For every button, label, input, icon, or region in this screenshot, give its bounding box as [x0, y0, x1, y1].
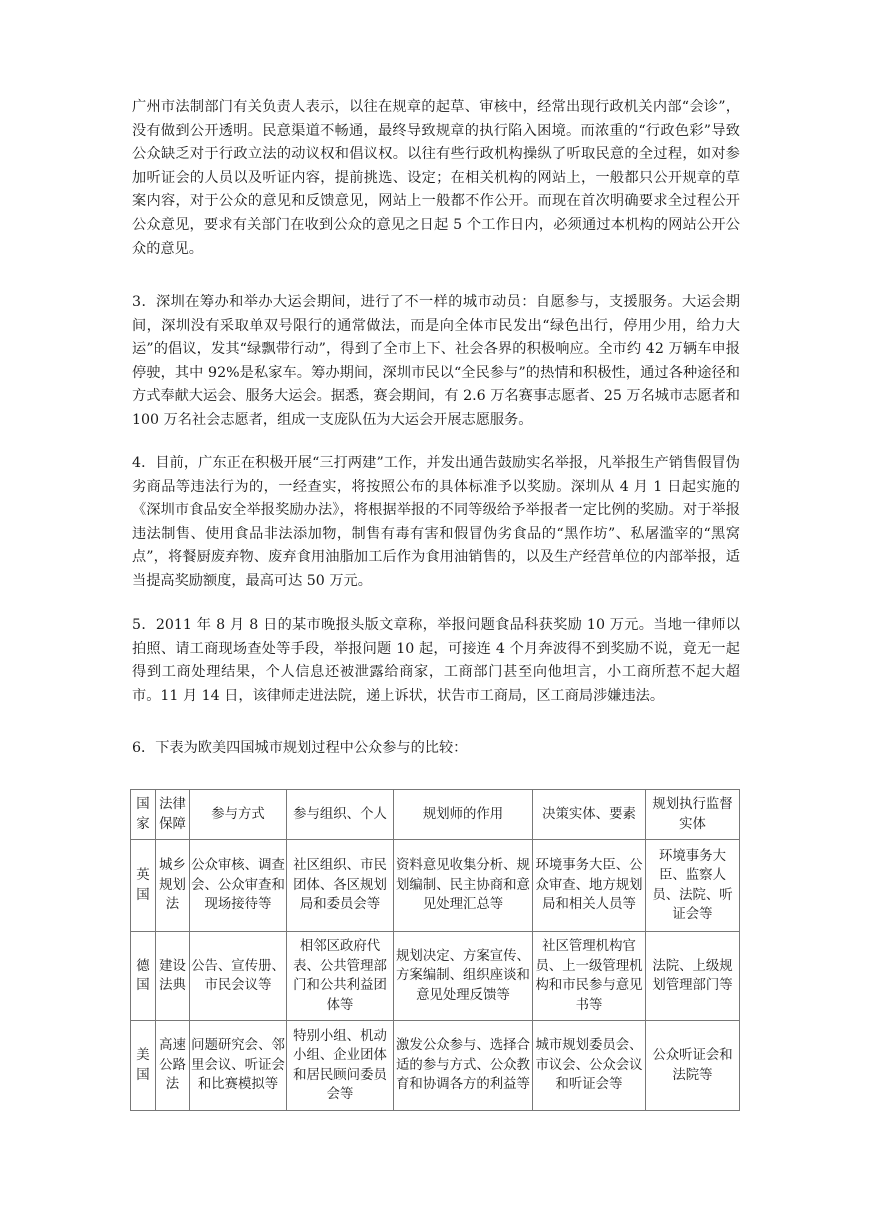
table-cell: 公告、宣传册、市民会议等 — [190, 932, 287, 1021]
table-cell: 相邻区政府代表、公共管理部门和公共利益团体等 — [287, 932, 394, 1021]
table-cell: 法院、上级规划管理部门等 — [646, 932, 740, 1021]
table-cell: 问题研究会、邻里会议、听证会和比赛模拟等 — [190, 1021, 287, 1111]
table-cell: 资料意见收集分析、规划编制、民主协商和意见处理汇总等 — [394, 840, 533, 932]
header-cell: 国家 — [131, 790, 156, 840]
table-cell: 社区管理机构官员、上一级管理机构和市民参与意见书等 — [533, 932, 646, 1021]
table-header-row — [131, 790, 740, 840]
table-cell: 高速公路法 — [156, 1021, 190, 1111]
paragraph-guangzhou-legislation: 广州市法制部门有关负责人表示，以往在规章的起草、审核中，经常出现行政机关内部“会诊”，没有做到公开透明。民意渠道不畅通，最终导致规章的执行陷入困境。而浓重的“行政色彩”导致公众缺乏对于行政立法的动议权和倡议权。以往有些行政机构操纵了听取民意的全过程，如对参加听证会的人员以及听证内容，提前挑选、设定；在相关机构的网站上，一般都只公开规章的草案内容，对于公众的意见和反馈意见，网站上一般都不作公开。而现在首次明确要求全过程公开公众意见，要求有关部门在收到公众的意见之日起 5 个工作日内，必须通过本机构的网站公开公众的意见。 — [132, 99, 740, 257]
table-cell: 社区组织、市民团体、各区规划局和委员会等 — [287, 840, 394, 932]
header-cell: 法律保障 — [156, 790, 190, 840]
table-cell: 公众审核、调查会、公众审查和现场接待等 — [190, 840, 287, 932]
table-row — [131, 840, 740, 932]
table-cell: 公众听证会和法院等 — [646, 1021, 740, 1111]
header-cell: 规划师的作用 — [394, 790, 533, 840]
paragraph-guangdong-reporting: 4．目前，广东正在积极开展“三打两建”工作，并发出通告鼓励实名举报，凡举报生产销售假冒伪劣商品等违法行为的，一经查实，将按照公布的具体标准予以奖励。深圳从 4 月 1 日起实施的《深圳市食品安全举报奖励办法》，将根据举报的不同等级给予举报者一定比例的奖励。对于举报违法制售、使用食品非法添加物，制售有毒有害和假冒伪劣食品的“黑作坊”、私屠滥宰的“黑窝点”，将餐厨废弃物、废弃食用油脂加工后作为食用油销售的，以及生产经营单位的内部举报，适当提高奖励额度，最高可达 50 万元。 — [132, 455, 740, 589]
table-cell: 激发公众参与、选择合适的参与方式、公众教育和协调各方的利益等 — [394, 1021, 533, 1111]
table-cell: 城市规划委员会、市议会、公众会议和听证会等 — [533, 1021, 646, 1111]
table-row — [131, 1021, 740, 1111]
table-cell: 英国 — [131, 840, 156, 932]
table-cell: 建设法典 — [156, 932, 190, 1021]
comparison-table — [130, 789, 740, 1111]
paragraph-lawyer-case: 5．2011 年 8 月 8 日的某市晚报头版文章称，举报问题食品科获奖励 10 万元。当地一律师以拍照、请工商现场查处等手段，举报问题 10 起，可接连 4 个月奔波得不到奖励不说，竟无一起得到工商处理结果，个人信息还被泄露给商家，工商部门甚至向他坦言，小工商所惹不起大超市。11 月 14 日，该律师走进法院，递上诉状，状告市工商局，区工商局涉嫌违法。 — [132, 617, 740, 704]
header-cell: 规划执行监督实体 — [646, 790, 740, 840]
paragraph-table-intro: 6．下表为欧美四国城市规划过程中公众参与的比较： — [132, 740, 468, 756]
table-cell: 城乡规划法 — [156, 840, 190, 932]
header-cell: 参与组织、个人 — [287, 790, 394, 840]
header-cell: 参与方式 — [190, 790, 287, 840]
table-cell: 环境事务大臣、公众审查、地方规划局和相关人员等 — [533, 840, 646, 932]
paragraph-shenzhen-universiade: 3．深圳在筹办和举办大运会期间，进行了不一样的城市动员：自愿参与，支援服务。大运会期间，深圳没有采取单双号限行的通常做法，而是向全体市民发出“绿色出行，停用少用，给力大运”的倡议，发其“绿飘带行动”，得到了全市上下、社会各界的积极响应。全市约 42 万辆车申报停驶，其中 92%是私家车。筹办期间，深圳市民以“全民参与”的热情和积极性，通过各种途径和方式奉献大运会、服务大运会。据悉，赛会期间，有 2.6 万名赛事志愿者、25 万名城市志愿者和 100 万名社会志愿者，组成一支庞队伍为大运会开展志愿服务。 — [132, 294, 740, 428]
table-row — [131, 932, 740, 1021]
table-cell: 规划决定、方案宣传、方案编制、组织座谈和意见处理反馈等 — [394, 932, 533, 1021]
table-cell: 特别小组、机动小组、企业团体和居民顾问委员会等 — [287, 1021, 394, 1111]
table-cell: 美国 — [131, 1021, 156, 1111]
header-cell: 决策实体、要素 — [533, 790, 646, 840]
table-cell: 德国 — [131, 932, 156, 1021]
table-cell: 环境事务大臣、监察人员、法院、听证会等 — [646, 840, 740, 932]
